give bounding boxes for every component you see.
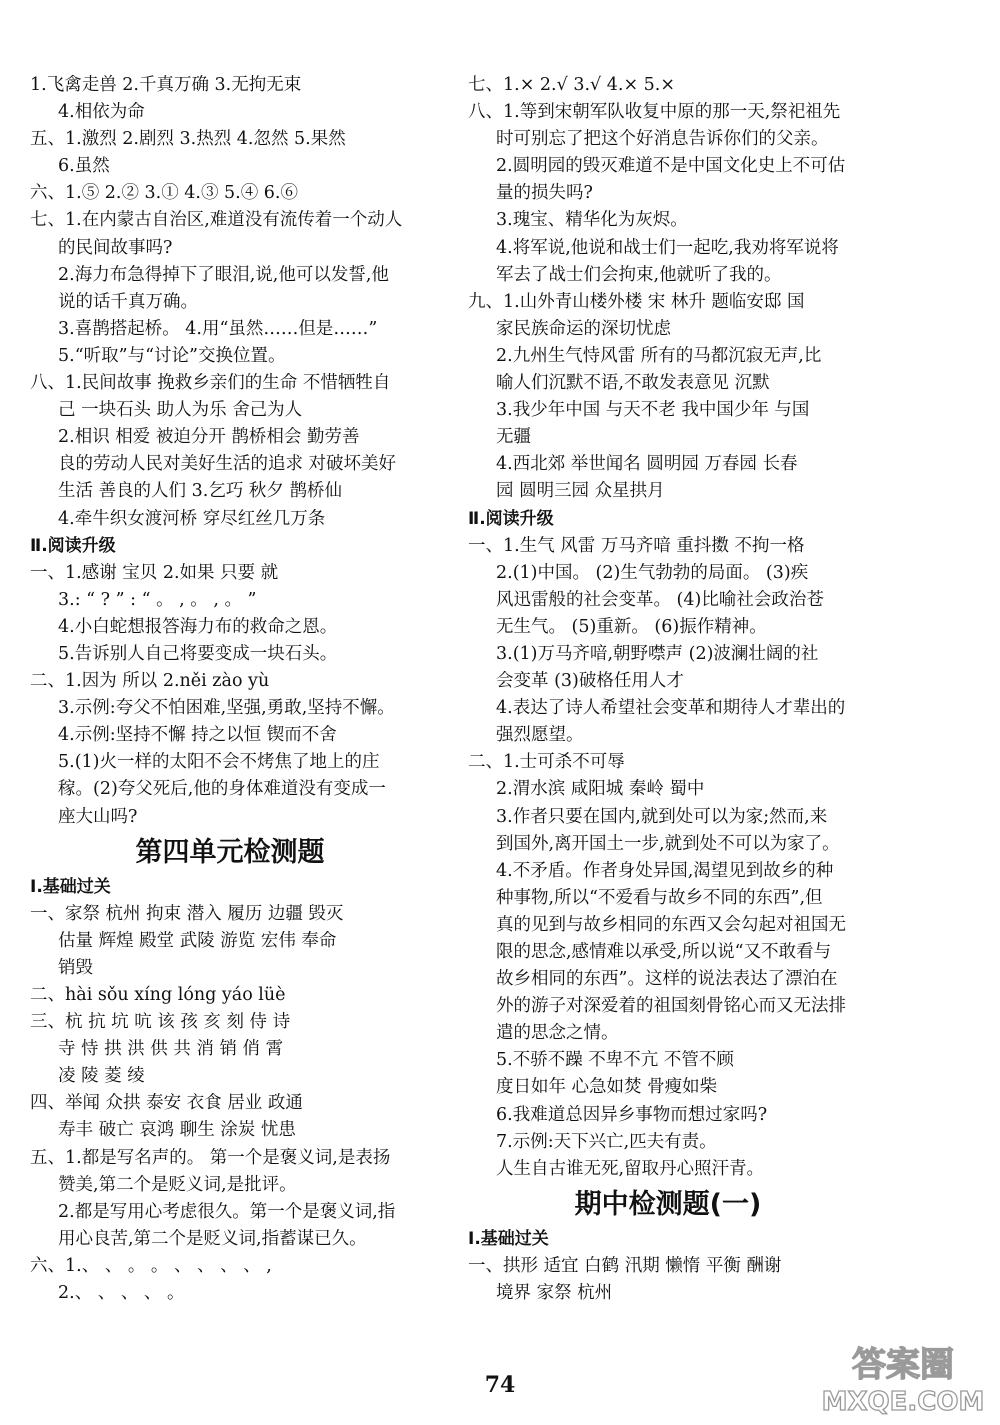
section-heading: Ⅱ.阅读升级 xyxy=(468,508,554,529)
answer-line: 五、1.都是写名声的。 第一个是褒义词,是表扬 xyxy=(30,1147,391,1168)
answer-line: 二、1.士可杀不可辱 xyxy=(468,752,625,773)
answer-line: 稼。(2)夸父死后,他的身体难道没有变成一 xyxy=(58,779,386,800)
answer-line: 2.、 、 、 、 。 xyxy=(58,1283,185,1304)
right-answers-part-a xyxy=(468,72,868,1183)
answer-line: 一、家祭 杭州 拘束 潜入 履历 边疆 毁灭 xyxy=(30,903,344,924)
answer-line: 4.相依为命 xyxy=(58,102,145,123)
answer-line: 故乡相同的东西”。这样的说法表达了漂泊在 xyxy=(496,969,838,990)
answer-line: 2.九州生气恃风雷 所有的马都沉寂无声,比 xyxy=(496,345,822,366)
answer-line: 六、1.、 、 。 。 、 、 、 、 , xyxy=(30,1255,272,1276)
watermark-logo xyxy=(818,1338,988,1418)
answer-line: 估量 辉煌 殿堂 武陵 游览 宏伟 奉命 xyxy=(58,930,337,951)
answer-line: 强烈愿望。 xyxy=(496,725,584,746)
unit-4-test-title: 第四单元检测题 xyxy=(135,836,325,868)
answer-line: 人生自古谁无死,留取丹心照汗青。 xyxy=(496,1158,765,1179)
answer-line: 5.“听取”与“讨论”交换位置。 xyxy=(58,345,286,366)
answer-line: 八、1.等到宋朝军队收复中原的那一天,祭祀祖先 xyxy=(468,102,841,123)
answer-line: 量的损失吗? xyxy=(496,183,593,204)
answer-line: 销毁 xyxy=(58,957,93,978)
answer-line: 2.渭水滨 咸阳城 秦岭 蜀中 xyxy=(496,779,705,800)
answer-line: 家民族命运的深切忧虑 xyxy=(496,318,671,339)
answer-line: 2.海力布急得掉下了眼泪,说,他可以发誓,他 xyxy=(58,264,389,285)
page-number: 74 xyxy=(484,1372,516,1398)
answer-line: 寿丰 破亡 哀鸿 聊生 涂炭 忧患 xyxy=(58,1120,296,1141)
answer-line: 2.相识 相爱 被迫分开 鹊桥相会 勤劳善 xyxy=(58,427,360,448)
right-answers-part-b xyxy=(468,1226,868,1307)
answer-line: 九、1.山外青山楼外楼 宋 林升 题临安邸 国 xyxy=(468,291,805,312)
answer-line: 风迅雷般的社会变革。 (4)比喻社会政治苍 xyxy=(496,589,824,610)
answer-line: 3.瑰宝、精华化为灰烬。 xyxy=(496,210,688,231)
answer-line: 4.示例:坚持不懈 持之以恒 锲而不舍 xyxy=(58,725,337,746)
answer-line: 军去了战士们会拘束,他就听了我的。 xyxy=(496,264,782,285)
watermark-text-top: 答案圈 xyxy=(852,1345,954,1385)
answer-line: 一、1.生气 风雷 万马齐喑 重抖擞 不拘一格 xyxy=(468,535,805,556)
answer-line: 5.(1)火一样的太阳不会不烤焦了地上的庄 xyxy=(58,752,380,773)
answer-line: 4.牵牛织女渡河桥 穿尽红丝几万条 xyxy=(58,508,326,529)
answer-line: 种事物,所以“不爱看与故乡不同的东西”,但 xyxy=(496,887,823,908)
answer-line: 2.都是写用心考虑很久。第一个是褒义词,指 xyxy=(58,1201,396,1222)
answer-line: 6.虽然 xyxy=(58,156,110,177)
watermark-text-bottom: MXQE.COM xyxy=(821,1387,985,1417)
answer-line: 七、1.× 2.√ 3.√ 4.× 5.× xyxy=(468,75,676,95)
answer-line: 己 一块石头 助人为乐 舍己为人 xyxy=(58,400,303,421)
answer-line: 遣的思念之情。 xyxy=(496,1023,619,1044)
answer-line: 4.表达了诗人希望社会变革和期待人才辈出的 xyxy=(496,698,846,719)
answer-line: 4.将军说,他说和战士们一起吃,我劝将军说将 xyxy=(496,237,839,258)
answer-line: 凌 陵 菱 绫 xyxy=(58,1066,145,1087)
answer-line: 3.作者只要在国内,就到处可以为家;然而,来 xyxy=(496,806,828,827)
answer-line: 说的话千真万确。 xyxy=(58,291,198,312)
left-answers-part-a xyxy=(30,72,430,831)
answer-line: 4.小白蛇想报答海力布的救命之恩。 xyxy=(58,616,338,637)
answer-line: 四、举闻 众拱 泰安 衣食 居业 政通 xyxy=(30,1093,303,1114)
answer-line: 3.喜鹊搭起桥。 4.用“虽然……但是……” xyxy=(58,318,378,339)
answer-line: 用心良苦,第二个是贬义词,指蓄谋已久。 xyxy=(58,1228,367,1249)
answer-line: 1.飞禽走兽 2.千真万确 3.无拘无束 xyxy=(30,75,302,95)
answer-line: 的民间故事吗? xyxy=(58,237,173,258)
left-column xyxy=(30,72,430,1307)
answer-line: 三、杭 抗 坑 吭 该 孩 亥 刻 侍 诗 xyxy=(30,1012,291,1033)
section-heading: Ⅱ.阅读升级 xyxy=(30,535,116,556)
answer-line: 园 圆明三园 众星拱月 xyxy=(496,481,665,502)
answer-line: 4.西北郊 举世闻名 圆明园 万春园 长春 xyxy=(496,454,798,475)
answer-line: 外的游子对深爱着的祖国刻骨铭心而又无法排 xyxy=(496,996,846,1017)
answer-line: 二、1.因为 所以 2.něi zào yù xyxy=(30,671,270,692)
answer-line: 真的见到与故乡相同的东西又会勾起对祖国无 xyxy=(496,914,846,935)
answer-line: 无疆 xyxy=(496,427,531,448)
answer-line: 一、1.感谢 宝贝 2.如果 只要 就 xyxy=(30,562,279,583)
answer-line: 5.不骄不躁 不卑不亢 不管不顾 xyxy=(496,1050,734,1071)
answer-line: 5.告诉别人自己将要变成一块石头。 xyxy=(58,643,338,664)
answer-line: 赞美,第二个是贬义词,是批评。 xyxy=(58,1174,297,1195)
answer-line: 会变革 (3)破格任用人才 xyxy=(496,671,684,692)
section-heading: Ⅰ.基础过关 xyxy=(468,1228,549,1249)
section-heading: Ⅰ.基础过关 xyxy=(30,876,111,897)
answer-line: 良的劳动人民对美好生活的追求 对破坏美好 xyxy=(58,454,397,475)
answer-line: 3.(1)万马齐喑,朝野噤声 (2)波澜壮阔的社 xyxy=(496,643,819,664)
answer-line: 2.圆明园的毁灭难道不是中国文化史上不可估 xyxy=(496,156,846,177)
answer-line: 二、hài sǒu xíng lóng yáo lüè xyxy=(30,985,286,1005)
answer-line: 3.我少年中国 与天不老 我中国少年 与国 xyxy=(496,400,810,421)
answer-line: 寺 恃 拱 洪 供 共 消 销 俏 霄 xyxy=(58,1039,284,1060)
answer-line: 时可别忘了把这个好消息告诉你们的父亲。 xyxy=(496,129,829,150)
answer-line: 度日如年 心急如焚 骨瘦如柴 xyxy=(496,1077,718,1098)
answer-line: 限的思念,感情难以承受,所以说“又不敢看与 xyxy=(496,942,832,962)
answer-line: 7.示例:天下兴亡,匹夫有责。 xyxy=(496,1131,717,1152)
answer-line: 一、拱形 适宜 白鹤 汛期 懒惰 平衡 酬谢 xyxy=(468,1255,782,1276)
answer-line: 五、1.激烈 2.剧烈 3.热烈 4.忽然 5.果然 xyxy=(30,129,346,150)
answer-line: 座大山吗? xyxy=(58,806,138,827)
answer-line: 境界 家祭 杭州 xyxy=(496,1283,613,1304)
answer-line: 八、1.民间故事 挽救乡亲们的生命 不惜牺牲自 xyxy=(30,373,391,394)
answer-line: 喻人们沉默不语,不敢发表意见 沉默 xyxy=(496,373,770,394)
answer-line: 2.(1)中国。 (2)生气勃勃的局面。 (3)疾 xyxy=(496,562,809,583)
answer-line: 3.: “ ? ” : “ 。 , 。 , 。 ” xyxy=(58,589,257,610)
midterm-test-title: 期中检测题(一) xyxy=(574,1188,762,1220)
answer-line: 生活 善良的人们 3.乞巧 秋夕 鹊桥仙 xyxy=(58,481,342,502)
answer-line: 六、1.⑤ 2.② 3.① 4.③ 5.④ 6.⑥ xyxy=(30,183,298,204)
answer-line: 4.不矛盾。作者身处异国,渴望见到故乡的种 xyxy=(496,860,834,881)
left-answers-part-b xyxy=(30,874,430,1308)
right-column xyxy=(468,72,868,1307)
answer-line: 七、1.在内蒙古自治区,难道没有流传着一个动人 xyxy=(30,210,403,231)
answer-line: 3.示例:夸父不怕困难,坚强,勇敢,坚持不懈。 xyxy=(58,698,395,719)
answer-line: 无生气。 (5)重新。 (6)振作精神。 xyxy=(496,616,767,637)
answer-line: 6.我难道总因异乡事物而想过家吗? xyxy=(496,1104,768,1125)
answer-line: 到国外,离开国土一步,就到处不可以为家了。 xyxy=(496,833,840,854)
